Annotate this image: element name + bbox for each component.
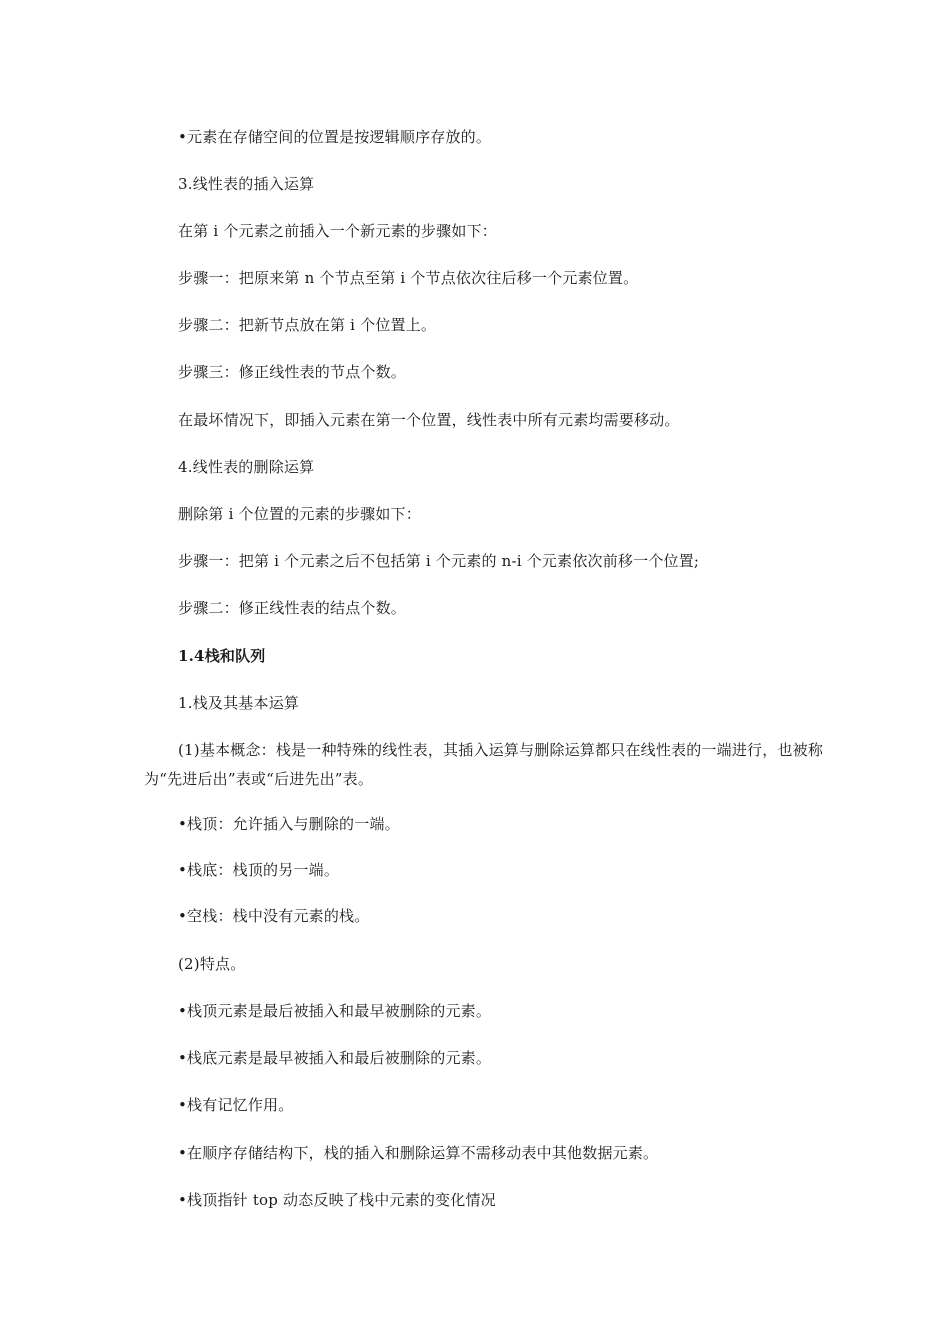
insert-step-three: 步骤三：修正线性表的节点个数。 [178,363,407,381]
bullet-storage-order: •元素在存储空间的位置是按逻辑顺序存放的。 [178,128,492,146]
bullet-top-element: •栈顶元素是最后被插入和最早被删除的元素。 [178,1002,492,1020]
bullet-stack-top: •栈顶：允许插入与删除的一端。 [178,815,400,833]
delete-step-two: 步骤二：修正线性表的结点个数。 [178,599,407,617]
heading-delete-operation: 4.线性表的删除运算 [178,458,315,476]
bullet-top-pointer: •栈顶指针 top 动态反映了栈中元素的变化情况 [178,1191,496,1209]
section-heading-stack-queue: 1.4栈和队列 [178,647,266,665]
bullet-bottom-element: •栈底元素是最早被插入和最后被删除的元素。 [178,1049,492,1067]
heading-insert-operation: 3.线性表的插入运算 [178,175,315,193]
bullet-stack-bottom: •栈底：栈顶的另一端。 [178,861,340,879]
insert-step-one: 步骤一：把原来第 n 个节点至第 i 个节点依次往后移一个元素位置。 [178,269,639,287]
insert-worst-case: 在最坏情况下，即插入元素在第一个位置，线性表中所有元素均需要移动。 [178,411,680,429]
bullet-sequential-storage: •在顺序存储结构下，栈的插入和删除运算不需移动表中其他数据元素。 [178,1144,659,1162]
insert-steps-intro: 在第 i 个元素之前插入一个新元素的步骤如下： [178,222,497,240]
delete-step-one: 步骤一：把第 i 个元素之后不包括第 i 个元素的 n-i 个元素依次前移一个位置; [178,552,700,570]
delete-steps-intro: 删除第 i 个位置的元素的步骤如下： [178,505,421,523]
insert-step-two: 步骤二：把新节点放在第 i 个位置上。 [178,316,437,334]
stack-concept-paragraph: (1)基本概念：栈是一种特殊的线性表，其插入运算与删除运算都只在线性表的一端进行，也被称为“先进后出”表或“后进先出”表。 [144,741,824,788]
bullet-memory-effect: •栈有记忆作用。 [178,1096,294,1114]
heading-stack-features: (2)特点。 [178,955,246,973]
heading-stack-basics: 1.栈及其基本运算 [178,694,300,712]
bullet-empty-stack: •空栈：栈中没有元素的栈。 [178,907,370,925]
